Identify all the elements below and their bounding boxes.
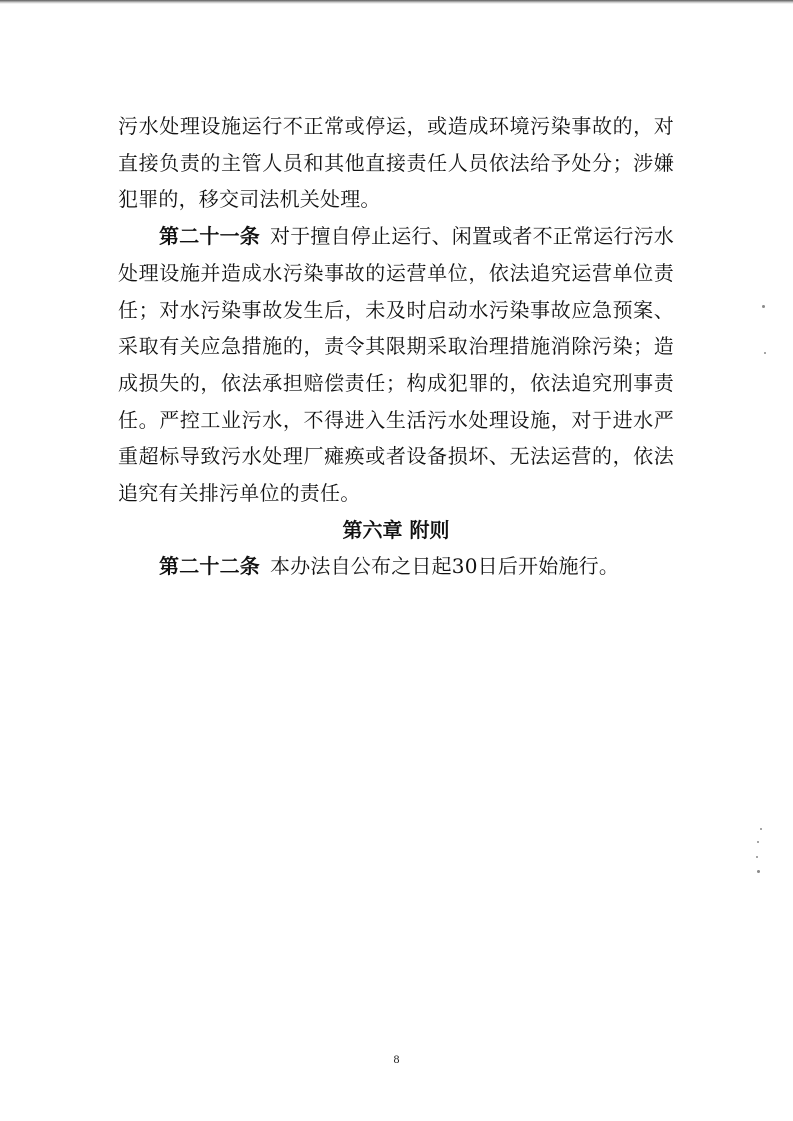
chapter-heading: 第六章 附则 (342, 517, 450, 542)
page-number: 8 (393, 1052, 400, 1066)
scan-speck (762, 305, 765, 308)
article-21-paragraph (118, 218, 674, 512)
scan-speck (760, 828, 762, 830)
scan-top-edge (0, 0, 793, 4)
scan-speck (757, 870, 760, 873)
article-21-text: 对于擅自停止运行、闲置或者不正常运行污水处理设施并造成水污染事故的运营单位，依法追究运营单位责任；对水污染事故发生后，未及时启动水污染事故应急预案、采取有关应急措施的，责令其限期采取治理措施消除污染；造成损失的，依法承担赔偿责任；构成犯罪的，依法追究刑事责任。严控工业污水，不得进入生活污水处理设施，对于进水严重超标导致污水处理厂瘫痪或者设备损坏、无法运营的，依法追究有关排污单位的责任。 (118, 224, 674, 506)
scan-speck (757, 841, 759, 843)
scan-speck (756, 856, 758, 858)
article-22-number: 第二十二条 (159, 554, 260, 579)
scan-speck (764, 352, 766, 354)
paragraph-continued (118, 108, 674, 218)
article-22-paragraph (118, 548, 674, 585)
page-body (118, 108, 674, 585)
paragraph-text: 污水处理设施运行不正常或停运，或造成环境污染事故的，对直接负责的主管人员和其他直接责任人员依法给予处分；涉嫌犯罪的，移交司法机关处理。 (118, 114, 674, 212)
article-22-text: 本办法自公布之日起30日后开始施行。 (270, 554, 620, 579)
article-21-number: 第二十一条 (159, 224, 260, 249)
